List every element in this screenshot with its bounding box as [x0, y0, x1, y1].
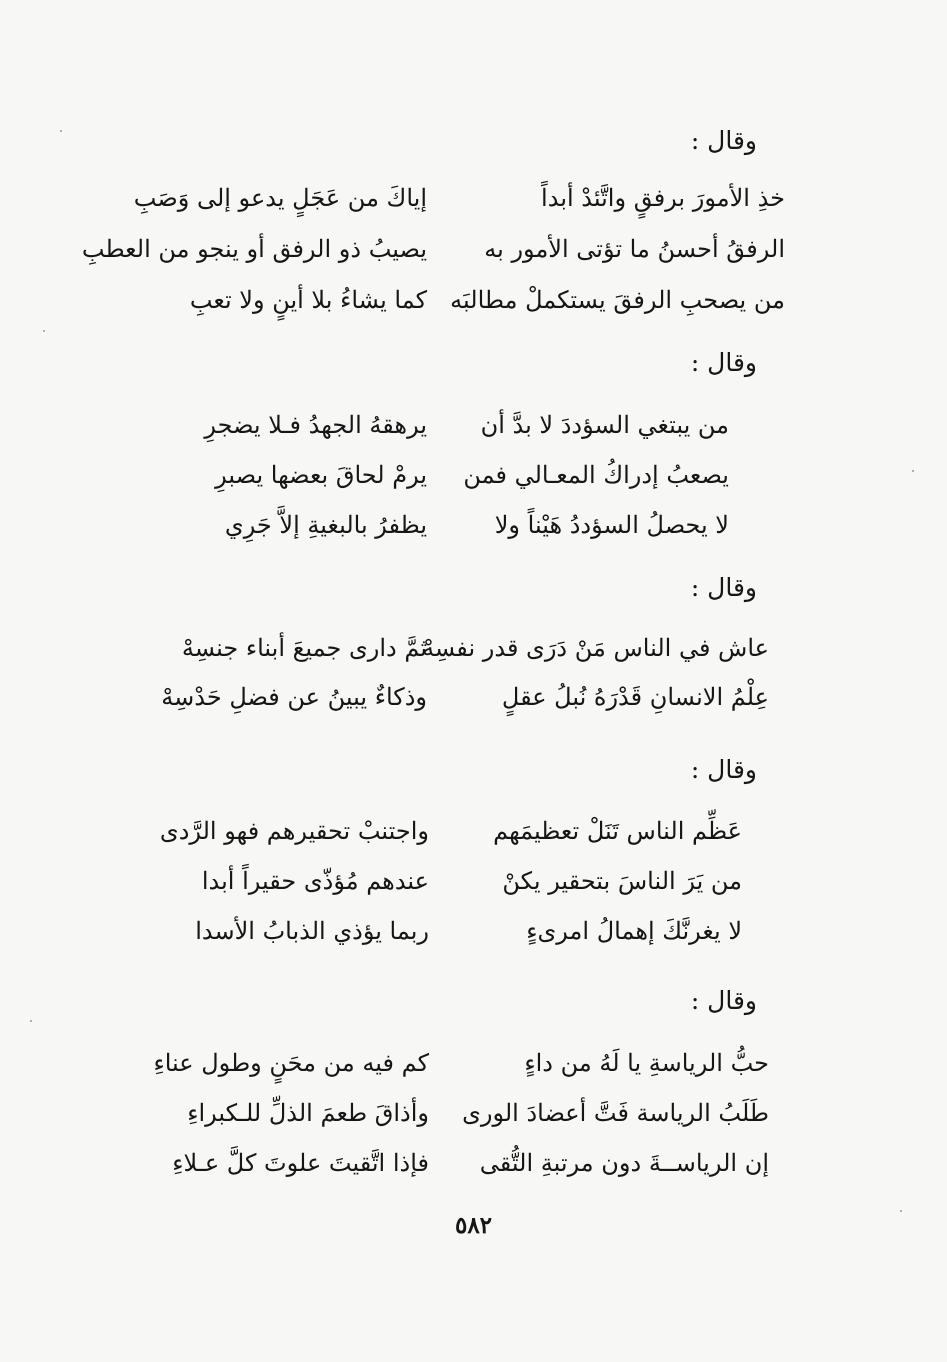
- section-1-intro: وقال :: [690, 126, 757, 155]
- s2-v1-first-hemistich: من يبتغي السؤددَ لا بدَّ أن: [480, 411, 729, 439]
- scan-speck: [30, 1020, 32, 1022]
- s1-v1-second-hemistich: إياكَ من عَجَلٍ يدعو إلى وَصَبِ: [133, 184, 427, 212]
- s2-v3-first-hemistich: لا يحصلُ السؤددُ هَيْناً ولا: [494, 511, 729, 539]
- s1-v3-second-hemistich: كما يشاءُ بلا أينٍ ولا تعبِ: [189, 286, 427, 314]
- s1-v2-second-hemistich: يصيبُ ذو الرفق أو ينجو من العطبِ: [81, 235, 427, 263]
- section-3-intro: وقال :: [690, 573, 757, 602]
- s5-v1-second-hemistich: كم فيه من محَنٍ وطول عناءِ: [153, 1049, 429, 1077]
- s2-v2-first-hemistich: يصعبُ إدراكُ المعـالي فمن: [463, 461, 729, 489]
- s4-v3-first-hemistich: لا يغرنَّكَ إهمالُ امرىءٍ: [526, 917, 742, 945]
- page-number: ٥٨٢: [454, 1212, 493, 1239]
- s5-v2-first-hemistich: طَلَبُ الرياسة فَتَّ أعضادَ الورى: [462, 1099, 769, 1127]
- scan-speck: [900, 1210, 902, 1212]
- scan-speck: [60, 130, 62, 132]
- s5-v2-second-hemistich: وأذاقَ طعمَ الذلِّ للـكبراءِ: [187, 1099, 429, 1127]
- s5-v1-first-hemistich: حبُّ الرياسةِ يا لَهُ من داءٍ: [524, 1049, 769, 1077]
- s3-v1-second-hemistich: ثمَّ دارى جميعَ أبناء جنسِهْ: [181, 634, 427, 662]
- s2-v1-second-hemistich: يرهقهُ الجهدُ فـلا يضجرِ: [204, 411, 427, 439]
- s2-v2-second-hemistich: يرمْ لحاقَ بعضها يصبرِ: [215, 461, 427, 489]
- s4-v2-second-hemistich: عندهم مُؤذّى حقيراً أبدا: [201, 867, 429, 895]
- s4-v3-second-hemistich: ربما يؤذي الذبابُ الأسدا: [195, 917, 429, 945]
- s5-v3-first-hemistich: إن الرياســةَ دون مرتبةِ التُّقى: [479, 1149, 769, 1177]
- s3-v1-first-hemistich: عاش في الناس مَنْ دَرَى قدر نفسِهْ: [422, 634, 769, 662]
- s3-v2-second-hemistich: وذكاءٌ يبينُ عن فضلِ حَدْسِهْ: [161, 683, 427, 711]
- s1-v1-first-hemistich: خذِ الأمورَ برفقٍ واتَّئدْ أبداً: [541, 184, 785, 212]
- s4-v1-first-hemistich: عَظِّم الناس تَنَلْ تعظيمَهم: [493, 817, 742, 845]
- s3-v2-first-hemistich: عِلْمُ الانسانِ قَدْرَهُ نُبلُ عقلٍ: [501, 683, 769, 711]
- section-4-intro: وقال :: [690, 755, 757, 784]
- s4-v1-second-hemistich: واجتنبْ تحقيرهم فهو الرَّدى: [159, 817, 429, 845]
- section-5-intro: وقال :: [690, 986, 757, 1015]
- s1-v2-first-hemistich: الرفقُ أحسنُ ما تؤتى الأمور به: [484, 235, 785, 263]
- scan-speck: [912, 470, 914, 472]
- section-2-intro: وقال :: [690, 348, 757, 377]
- s4-v2-first-hemistich: من يَرَ الناسَ بتحقير يكنْ: [502, 867, 742, 895]
- s2-v3-second-hemistich: يظفرُ بالبغيةِ إلاَّ جَرِي: [224, 511, 427, 539]
- s1-v3-first-hemistich: من يصحبِ الرفقَ يستكملْ مطالبَه: [450, 286, 785, 314]
- s5-v3-second-hemistich: فإذا اتَّقيتَ علوتَ كلَّ عـلاءِ: [172, 1149, 429, 1177]
- scan-speck: [43, 330, 45, 332]
